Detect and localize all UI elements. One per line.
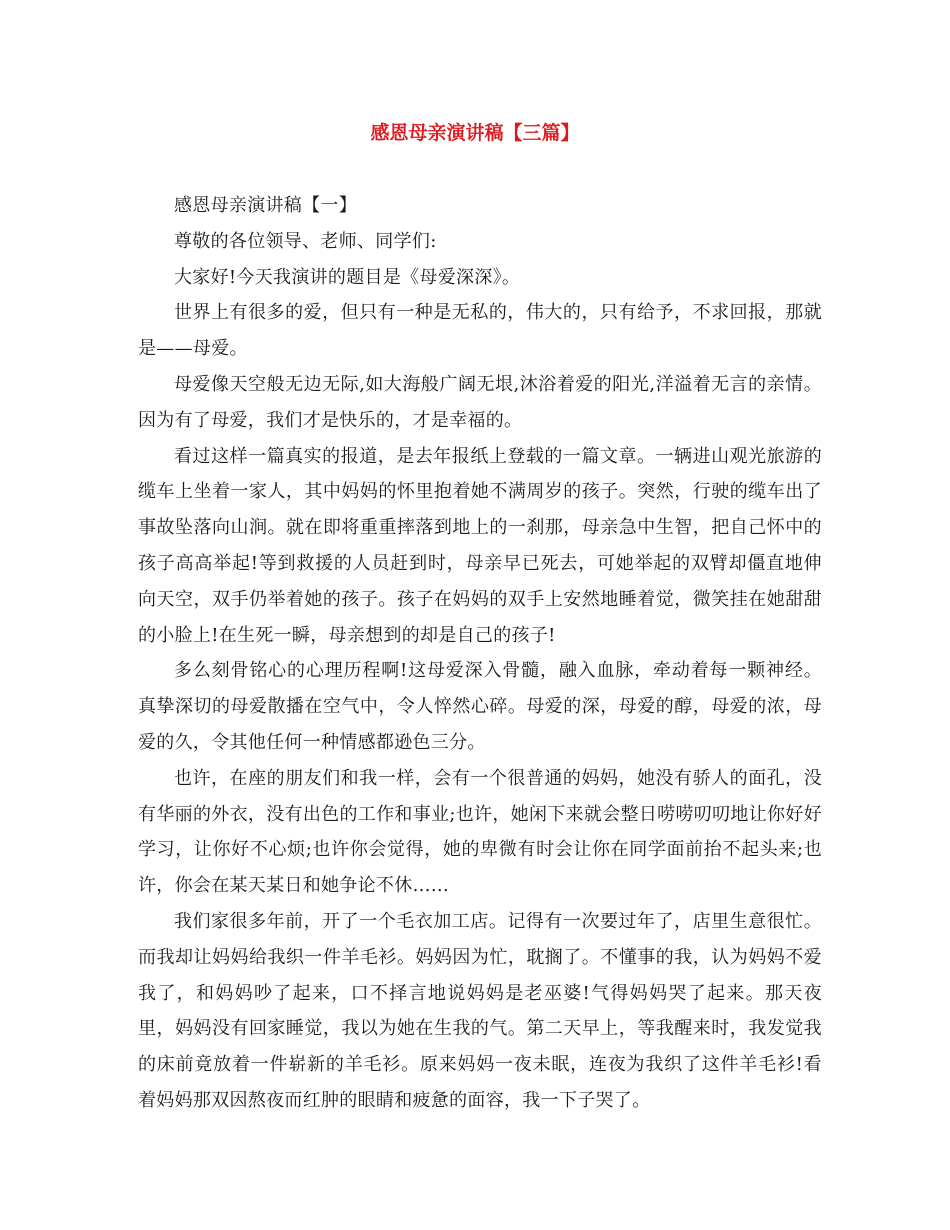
paragraph: 世界上有很多的爱，但只有一种是无私的，伟大的，只有给予，不求回报，那就是——母爱。 bbox=[138, 302, 822, 360]
paragraph: 看过这样一篇真实的报道，是去年报纸上登载的一篇文章。一辆进山观光旅游的缆车上坐着一家人，其中妈妈的怀里抱着她不满周岁的孩子。突然，行驶的缆车出了事故坠落向山涧。就在即将重重摔落到地上的一刹那，母亲急中生智，把自己怀中的孩子高高举起!等到救援的人员赶到时，母亲早已死去，可她举起的双臂却僵直地伸向天空，双手仍举着她的孩子。孩子在妈妈的双手上安然地睡着觉，微笑挂在她甜甜的小脸上!在生死一瞬，母亲想到的却是自己的孩子! bbox=[138, 445, 822, 646]
paragraph: 我们家很多年前，开了一个毛衣加工店。记得有一次要过年了，店里生意很忙。而我却让妈妈给我织一件羊毛衫。妈妈因为忙，耽搁了。不懂事的我，认为妈妈不爱我了，和妈妈吵了起来，口不择言地说妈妈是老巫婆!气得妈妈哭了起来。那天夜里，妈妈没有回家睡觉，我以为她在生我的气。第二天早上，等我醒来时，我发觉我的床前竟放着一件崭新的羊毛衫。原来妈妈一夜未眠，连夜为我织了这件羊毛衫!看着妈妈那双因熬夜而红肿的眼睛和疲惫的面容，我一下子哭了。 bbox=[138, 910, 822, 1111]
paragraph: 母爱像天空般无边无际,如大海般广阔无垠,沐浴着爱的阳光,洋溢着无言的亲情。因为有了母爱，我们才是快乐的，才是幸福的。 bbox=[138, 373, 822, 431]
salutation: 尊敬的各位领导、老师、同学们: bbox=[174, 230, 437, 252]
document-body bbox=[138, 188, 822, 1119]
paragraph: 多么刻骨铭心的心理历程啊!这母爱深入骨髓，融入血脉，牵动着每一颗神经。真挚深切的母爱散播在空气中，令人悴然心碎。母爱的深，母爱的醇，母爱的浓，母爱的久，令其他任何一种情感都逊色三分。 bbox=[138, 660, 822, 753]
paragraph: 大家好!今天我演讲的题目是《母爱深深》。 bbox=[174, 266, 521, 288]
document-title: 感恩母亲演讲稿【三篇】 bbox=[370, 122, 580, 144]
section-heading: 感恩母亲演讲稿【一】 bbox=[174, 195, 357, 216]
paragraph: 也许，在座的朋友们和我一样，会有一个很普通的妈妈，她没有骄人的面孔，没有华丽的外衣，没有出色的工作和事业;也许，她闲下来就会整日唠唠叨叨地让你好好学习，让你好不心烦;也许你会觉得，她的卑微有时会让你在同学面前抬不起头来;也许，你会在某天某日和她争论不休…… bbox=[138, 767, 822, 897]
